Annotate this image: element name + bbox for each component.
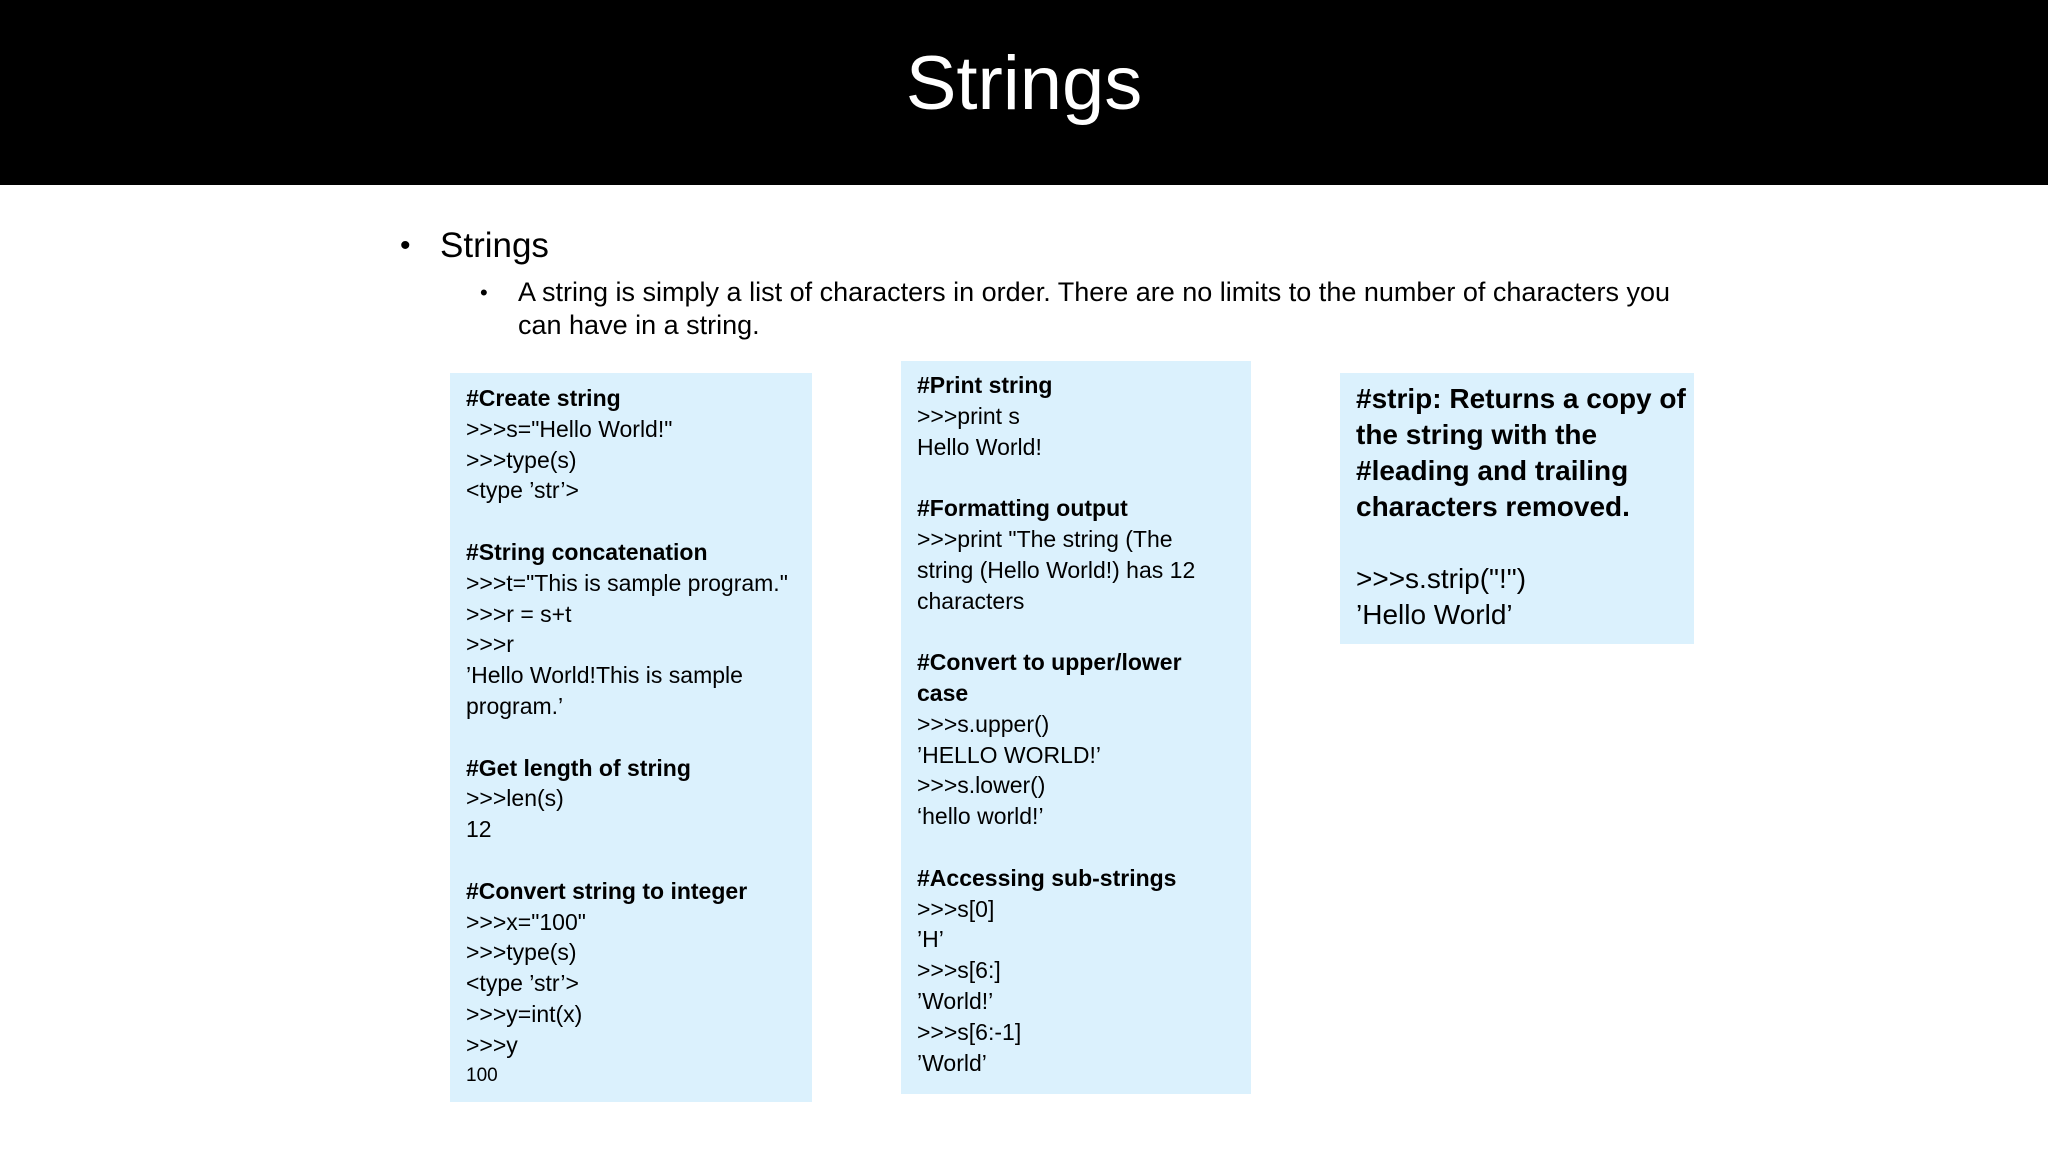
- code-line: program.’: [466, 692, 564, 719]
- code-line: #leading and trailing: [1356, 455, 1629, 486]
- code-line: 100: [466, 1064, 498, 1086]
- code-line: [917, 616, 1241, 647]
- code-box-right: [1340, 373, 1694, 644]
- code-line: >>>s[6:-1]: [917, 1018, 1022, 1045]
- code-line: ’Hello World!This is sample: [466, 662, 743, 689]
- code-line: #strip: Returns a copy of: [1356, 383, 1686, 414]
- code-line: characters: [917, 587, 1025, 614]
- code-line: Hello World!: [917, 433, 1042, 460]
- code-line: >>>s.lower(): [917, 772, 1046, 799]
- code-box-middle: [901, 361, 1251, 1094]
- code-line: #Print string: [917, 372, 1053, 398]
- code-line: ‘hello world!’: [917, 803, 1044, 830]
- code-line: >>>s.upper(): [917, 710, 1050, 737]
- code-line: 12: [466, 816, 492, 843]
- code-line: string (Hello World!) has 12: [917, 556, 1196, 583]
- code-line: #Get length of string: [466, 754, 691, 781]
- code-line: #Convert to upper/lower: [917, 649, 1182, 676]
- code-line: >>>len(s): [466, 785, 564, 812]
- code-line: [466, 722, 802, 753]
- bullet-main-text: Strings: [440, 226, 549, 265]
- code-line: >>>s[0]: [917, 895, 995, 922]
- code-line: [1356, 525, 1684, 561]
- code-line: >>>s[6:]: [917, 957, 1001, 984]
- code-line: [466, 506, 802, 537]
- code-line: <type ’str’>: [466, 477, 579, 504]
- code-line: >>>t="This is sample program.": [466, 569, 788, 596]
- code-line: [917, 832, 1241, 863]
- code-line: #String concatenation: [466, 538, 708, 565]
- code-line: #Create string: [466, 385, 621, 411]
- code-line: ’World’: [917, 1049, 987, 1076]
- code-line: the string with the: [1356, 419, 1598, 450]
- code-line: [917, 462, 1241, 493]
- code-line: >>>s.strip("!"): [1356, 563, 1527, 594]
- code-line: >>>y: [466, 1031, 518, 1058]
- code-line: ’HELLO WORLD!’: [917, 741, 1102, 768]
- code-line: >>>print s: [917, 402, 1020, 429]
- code-line: >>>type(s): [466, 939, 577, 966]
- code-line: >>>r: [466, 631, 514, 658]
- code-line: [466, 845, 802, 876]
- code-line: >>>r = s+t: [466, 600, 572, 627]
- bullet-sub-text: A string is simply a list of characters in order. There are no limits to the number of characters you can have in a string.: [518, 277, 1670, 340]
- code-line: ’World!’: [917, 987, 994, 1014]
- code-line: ’H’: [917, 926, 944, 953]
- code-line: characters removed.: [1356, 491, 1630, 522]
- code-line: <type ’str’>: [466, 970, 579, 997]
- code-line: >>>y=int(x): [466, 1000, 583, 1027]
- code-line: >>>s="Hello World!": [466, 415, 673, 442]
- slide-title: Strings: [905, 41, 1143, 126]
- code-line: >>>type(s): [466, 446, 577, 473]
- code-line: >>>x="100": [466, 908, 586, 935]
- code-line: #Formatting output: [917, 495, 1128, 522]
- bullet-dot-icon: •: [480, 280, 488, 305]
- code-line: >>>print "The string (The: [917, 525, 1173, 552]
- code-line: case: [917, 679, 969, 706]
- code-line: ’Hello World’: [1356, 599, 1513, 630]
- bullet-dot-icon: •: [400, 229, 411, 262]
- code-line: #Convert string to integer: [466, 877, 748, 904]
- code-box-left: [450, 373, 812, 1102]
- code-line: #Accessing sub-strings: [917, 864, 1177, 891]
